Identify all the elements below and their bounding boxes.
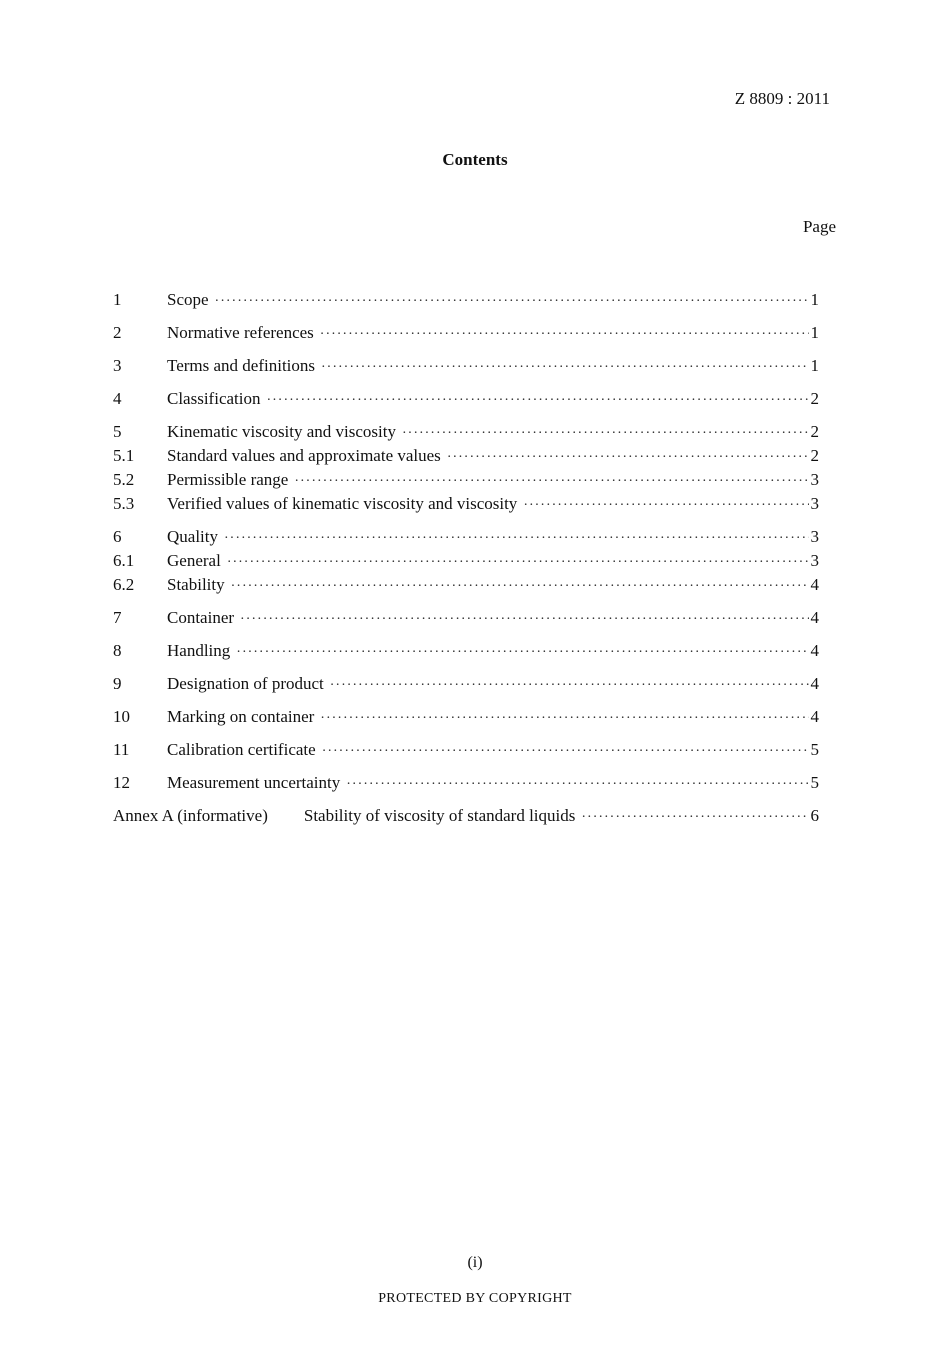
- toc-entry[interactable]: [113, 387, 819, 411]
- toc-number: 7: [113, 608, 122, 627]
- toc-number: 6.2: [113, 575, 135, 594]
- dot-leader: [236, 641, 808, 665]
- toc-number: 5.3: [113, 494, 135, 513]
- toc-number: 12: [113, 773, 130, 792]
- toc-title: Measurement uncertainty: [167, 773, 341, 792]
- toc-page-number: 2: [810, 389, 819, 408]
- dot-leader: [231, 575, 809, 599]
- toc-entry[interactable]: [113, 420, 819, 444]
- dot-leader: [224, 527, 809, 551]
- toc-entry[interactable]: [113, 705, 819, 729]
- toc-entry[interactable]: [113, 606, 819, 630]
- toc-title: Stability: [167, 575, 225, 594]
- toc-page-number: 3: [810, 527, 819, 546]
- dot-leader: [215, 290, 809, 314]
- toc-number: 6: [113, 527, 122, 546]
- dot-leader: [227, 551, 809, 575]
- toc-number: 6.1: [113, 551, 135, 570]
- toc-entry[interactable]: [113, 639, 819, 663]
- toc-title: Standard values and approximate values: [167, 446, 441, 465]
- toc-entry[interactable]: [113, 738, 819, 762]
- toc-number: 5: [113, 422, 122, 441]
- toc-number: 9: [113, 674, 122, 693]
- toc-number: 4: [113, 389, 122, 408]
- toc-entry[interactable]: [113, 354, 819, 378]
- toc-page-number: 4: [810, 707, 819, 726]
- dot-leader: [322, 740, 809, 764]
- toc-page-number: 4: [810, 641, 819, 660]
- toc-entry[interactable]: [113, 321, 819, 345]
- dot-leader: [266, 389, 808, 413]
- toc-page-number: 1: [810, 290, 819, 309]
- dot-leader: [320, 707, 808, 731]
- toc-page-number: 6: [810, 806, 819, 825]
- footer-page-number: (i): [467, 1254, 483, 1271]
- toc-entry[interactable]: [113, 771, 819, 795]
- toc-title: Scope: [167, 290, 209, 309]
- toc-number: 11: [113, 740, 130, 759]
- toc-page-number: 2: [810, 422, 819, 441]
- toc-number: 10: [113, 707, 130, 726]
- toc-page-number: 3: [810, 494, 819, 513]
- toc-title: Terms and definitions: [167, 356, 316, 375]
- dot-leader: [320, 323, 809, 347]
- toc-title: Kinematic viscosity and viscosity: [167, 422, 396, 441]
- toc-page-number: 4: [810, 608, 819, 627]
- toc-page-number: 3: [810, 551, 819, 570]
- toc-title: Normative references: [167, 323, 314, 342]
- dot-leader: [523, 494, 808, 518]
- toc-page-number: 5: [810, 773, 819, 792]
- toc-number: 8: [113, 641, 122, 660]
- dot-leader: [447, 446, 809, 470]
- toc-page-number: 1: [810, 356, 819, 375]
- dot-leader: [402, 422, 809, 446]
- toc-number: 3: [113, 356, 122, 375]
- page-title: Contents: [442, 150, 508, 169]
- toc-title: Permissible range: [167, 470, 289, 489]
- toc-title: Classification: [167, 389, 261, 408]
- toc-page-number: 3: [810, 470, 819, 489]
- copyright-notice: PROTECTED BY COPYRIGHT: [378, 1291, 572, 1306]
- toc-entry[interactable]: [113, 672, 819, 696]
- toc-page-number: 4: [810, 575, 819, 594]
- dot-leader: [346, 773, 808, 797]
- toc-entry[interactable]: [113, 525, 819, 549]
- toc-title: Handling: [167, 641, 231, 660]
- dot-leader: [240, 608, 808, 632]
- toc-entry-annex[interactable]: [113, 804, 819, 828]
- dot-leader: [581, 806, 808, 830]
- toc-page-number: 1: [810, 323, 819, 342]
- toc-title: Calibration certificate: [167, 740, 316, 759]
- toc-number: 5.2: [113, 470, 135, 489]
- toc-number: 2: [113, 323, 122, 342]
- toc-number: 5.1: [113, 446, 135, 465]
- document-id: Z 8809 : 2011: [734, 89, 830, 108]
- toc-title: Designation of product: [167, 674, 324, 693]
- toc-page-number: 2: [810, 446, 819, 465]
- toc-title: Quality: [167, 527, 218, 546]
- toc-page-number: 4: [810, 674, 819, 693]
- toc-entry[interactable]: [113, 288, 819, 312]
- dot-leader: [330, 674, 809, 698]
- dot-leader: [321, 356, 808, 380]
- toc-entry[interactable]: [113, 492, 819, 516]
- toc-entry[interactable]: [113, 444, 819, 468]
- toc-entry[interactable]: [113, 468, 819, 492]
- toc-title: Verified values of kinematic viscosity and viscosity: [167, 494, 518, 513]
- table-of-contents: [113, 288, 819, 828]
- toc-entry[interactable]: [113, 573, 819, 597]
- annex-title: Stability of viscosity of standard liquids: [303, 806, 576, 825]
- annex-designation: Annex A (informative): [113, 806, 268, 825]
- toc-title: General: [167, 551, 221, 570]
- dot-leader: [294, 470, 808, 494]
- toc-page-number: 5: [810, 740, 819, 759]
- toc-entry[interactable]: [113, 549, 819, 573]
- toc-title: Container: [167, 608, 235, 627]
- toc-title: Marking on container: [167, 707, 315, 726]
- toc-number: 1: [113, 290, 122, 309]
- page-column-label: Page: [802, 217, 836, 236]
